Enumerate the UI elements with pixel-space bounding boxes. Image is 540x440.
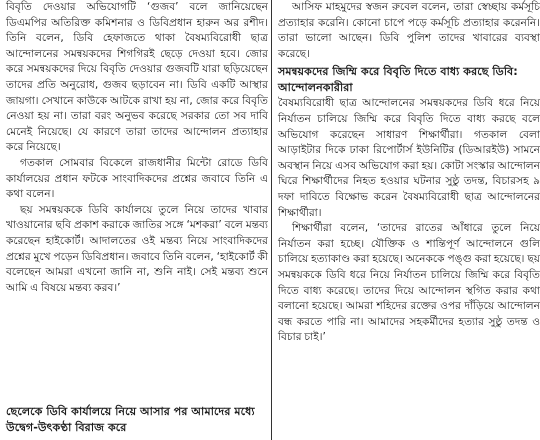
article-paragraph: গতকাল সোমবার বিকেলে রাজধানীর মিন্টো রোডে ডিবি কার্যালয়ের প্রধান ফটকে সাংবাদিকদের প্রশ্নের জবাবে তিনি এ কথা বলেন। [6,156,268,201]
left-column [0,0,268,440]
article-paragraph: শিক্ষার্থীরা বলেন, ‘তাদের রাতের আঁধারে তুলে নিয়ে নির্যাতন করা হচ্ছে। যৌক্তিক ও শান্তিপূর্ণ আন্দোলনে গুলি চালিয়ে হত্যাকাণ্ড করা হয়েছে। অনেককে পঙ্গু করা হয়েছে। ছয় সমন্বয়ককে ডিবি ধরে নিয়ে নির্যাতন চালিয়ে জিম্মি করে বিবৃতি দিতে বাধ্য করেছে। তাদের দিয়ে আন্দোলন স্থগিত করার কথা বলানো হয়েছে। আমরা শহিদের রক্তের ওপর দাঁড়িয়ে আন্দোলন বন্ধ করতে পারি না। আমাদের সহকর্মীদের হত্যার সুষ্ঠু তদন্ত ও বিচার চাই।’ [278,222,540,344]
section-heading: সমন্বয়কদের জিম্মি করে বিবৃতি দিতে বাধ্য করছে ডিবি: আন্দোলনকারীরা [278,65,518,95]
article-paragraph: ছয় সমন্বয়ককে ডিবি কার্যালয়ে তুলে নিয়ে তাদের খাবার খাওয়ানোর ছবি প্রকাশ করাকে জাতির সঙ্গে ‘মশকরা’ বলে মন্তব্য করেছেন হাইকোর্ট। আদালতের ওই মন্তব্য নিয়ে সাংবাদিকদের প্রশ্নের মুখে পড়েন ডিবিপ্রধান। জবাবে তিনি বলেন, ‘হাইকোর্ট কী বলেছেন আমরা এখনো জানি না, শুনি নাই। সেই মন্তব্য শুনে আমি এ বিষয়ে মন্তব্য করব।’ [6,203,268,294]
article-paragraph: বিবৃতি দেওয়ার অভিযোগটি ‘গুজব’ বলে জানিয়েছেন ডিএমপির অতিরিক্ত কমিশনার ও ডিবিপ্রধান হারুন অর রশীদ। তিনি বলেন, ডিবি হেফাজতে থাকা বৈষম্যবিরোধী ছাত্র আন্দোলনের সমন্বয়কদের শিগগিরই ছেড়ে দেওয়া হবে। জোর করে সমন্বয়কদের দিয়ে বিবৃতি দেওয়ার গুজবটি যারা ছড়িয়েছেন তাদের প্রতি অনুরোধ, গুজব ছড়াবেন না। ডিবি একটি আস্থার জায়গা। সেখানে কাউকে আটকে রাখা হয় না, জোর করে বিবৃতি নেওয়া হয় না। তারা বরং অনুভব করেছে সরকার তো সব দাবি মেনেই নিয়েছে। যে কারণে তারা তাদের আন্দোলন প্রত্যাহার করে নিয়েছে। [6,1,268,154]
section-heading: ছেলেকে ডিবি কার্যালয়ে নিয়ে আসার পর আমাদের মধ্যে উদ্বেগ-উৎকণ্ঠা বিরাজ করে [6,405,255,434]
right-column [272,0,540,440]
article-paragraph: আসিফ মাহমুদের স্বজন রুবেল বলেন, তারা স্বেচ্ছায় কর্মসূচি প্রত্যাহার করেনি। কোনো চাপে পড়ে কর্মসূচি প্রত্যাহার করেননি। তারা ভালো আছেন। ডিবি পুলিশ তাদের খাবারের ব্যবস্থা করেছে। [278,1,540,60]
article-paragraph: বৈষম্যবিরোধী ছাত্র আন্দোলনের সমন্বয়কদের ডিবি ধরে নিয়ে নির্যাতন চালিয়ে জিম্মি করে বিবৃতি দিতে বাধ্য করছে বলে অভিযোগ করেছেন সাধারণ শিক্ষার্থীরা। গতকাল বেলা আড়াইটার দিকে ঢাকা রিপোর্টার্স ইউনিটির (ডিআরইউ) সামনে অবস্থান নিয়ে এসব অভিযোগ করা হয়। কোটা সংস্কার আন্দোলন ঘিরে শিক্ষার্থীদের নিহত হওয়ার ঘটনার সুষ্ঠু তদন্ত, বিচারসহ ৯ দফা দাবিতে বিক্ষোভ করেন বৈষম্যবিরোধী ছাত্র আন্দোলনের শিক্ষার্থীরা। [278,97,540,219]
